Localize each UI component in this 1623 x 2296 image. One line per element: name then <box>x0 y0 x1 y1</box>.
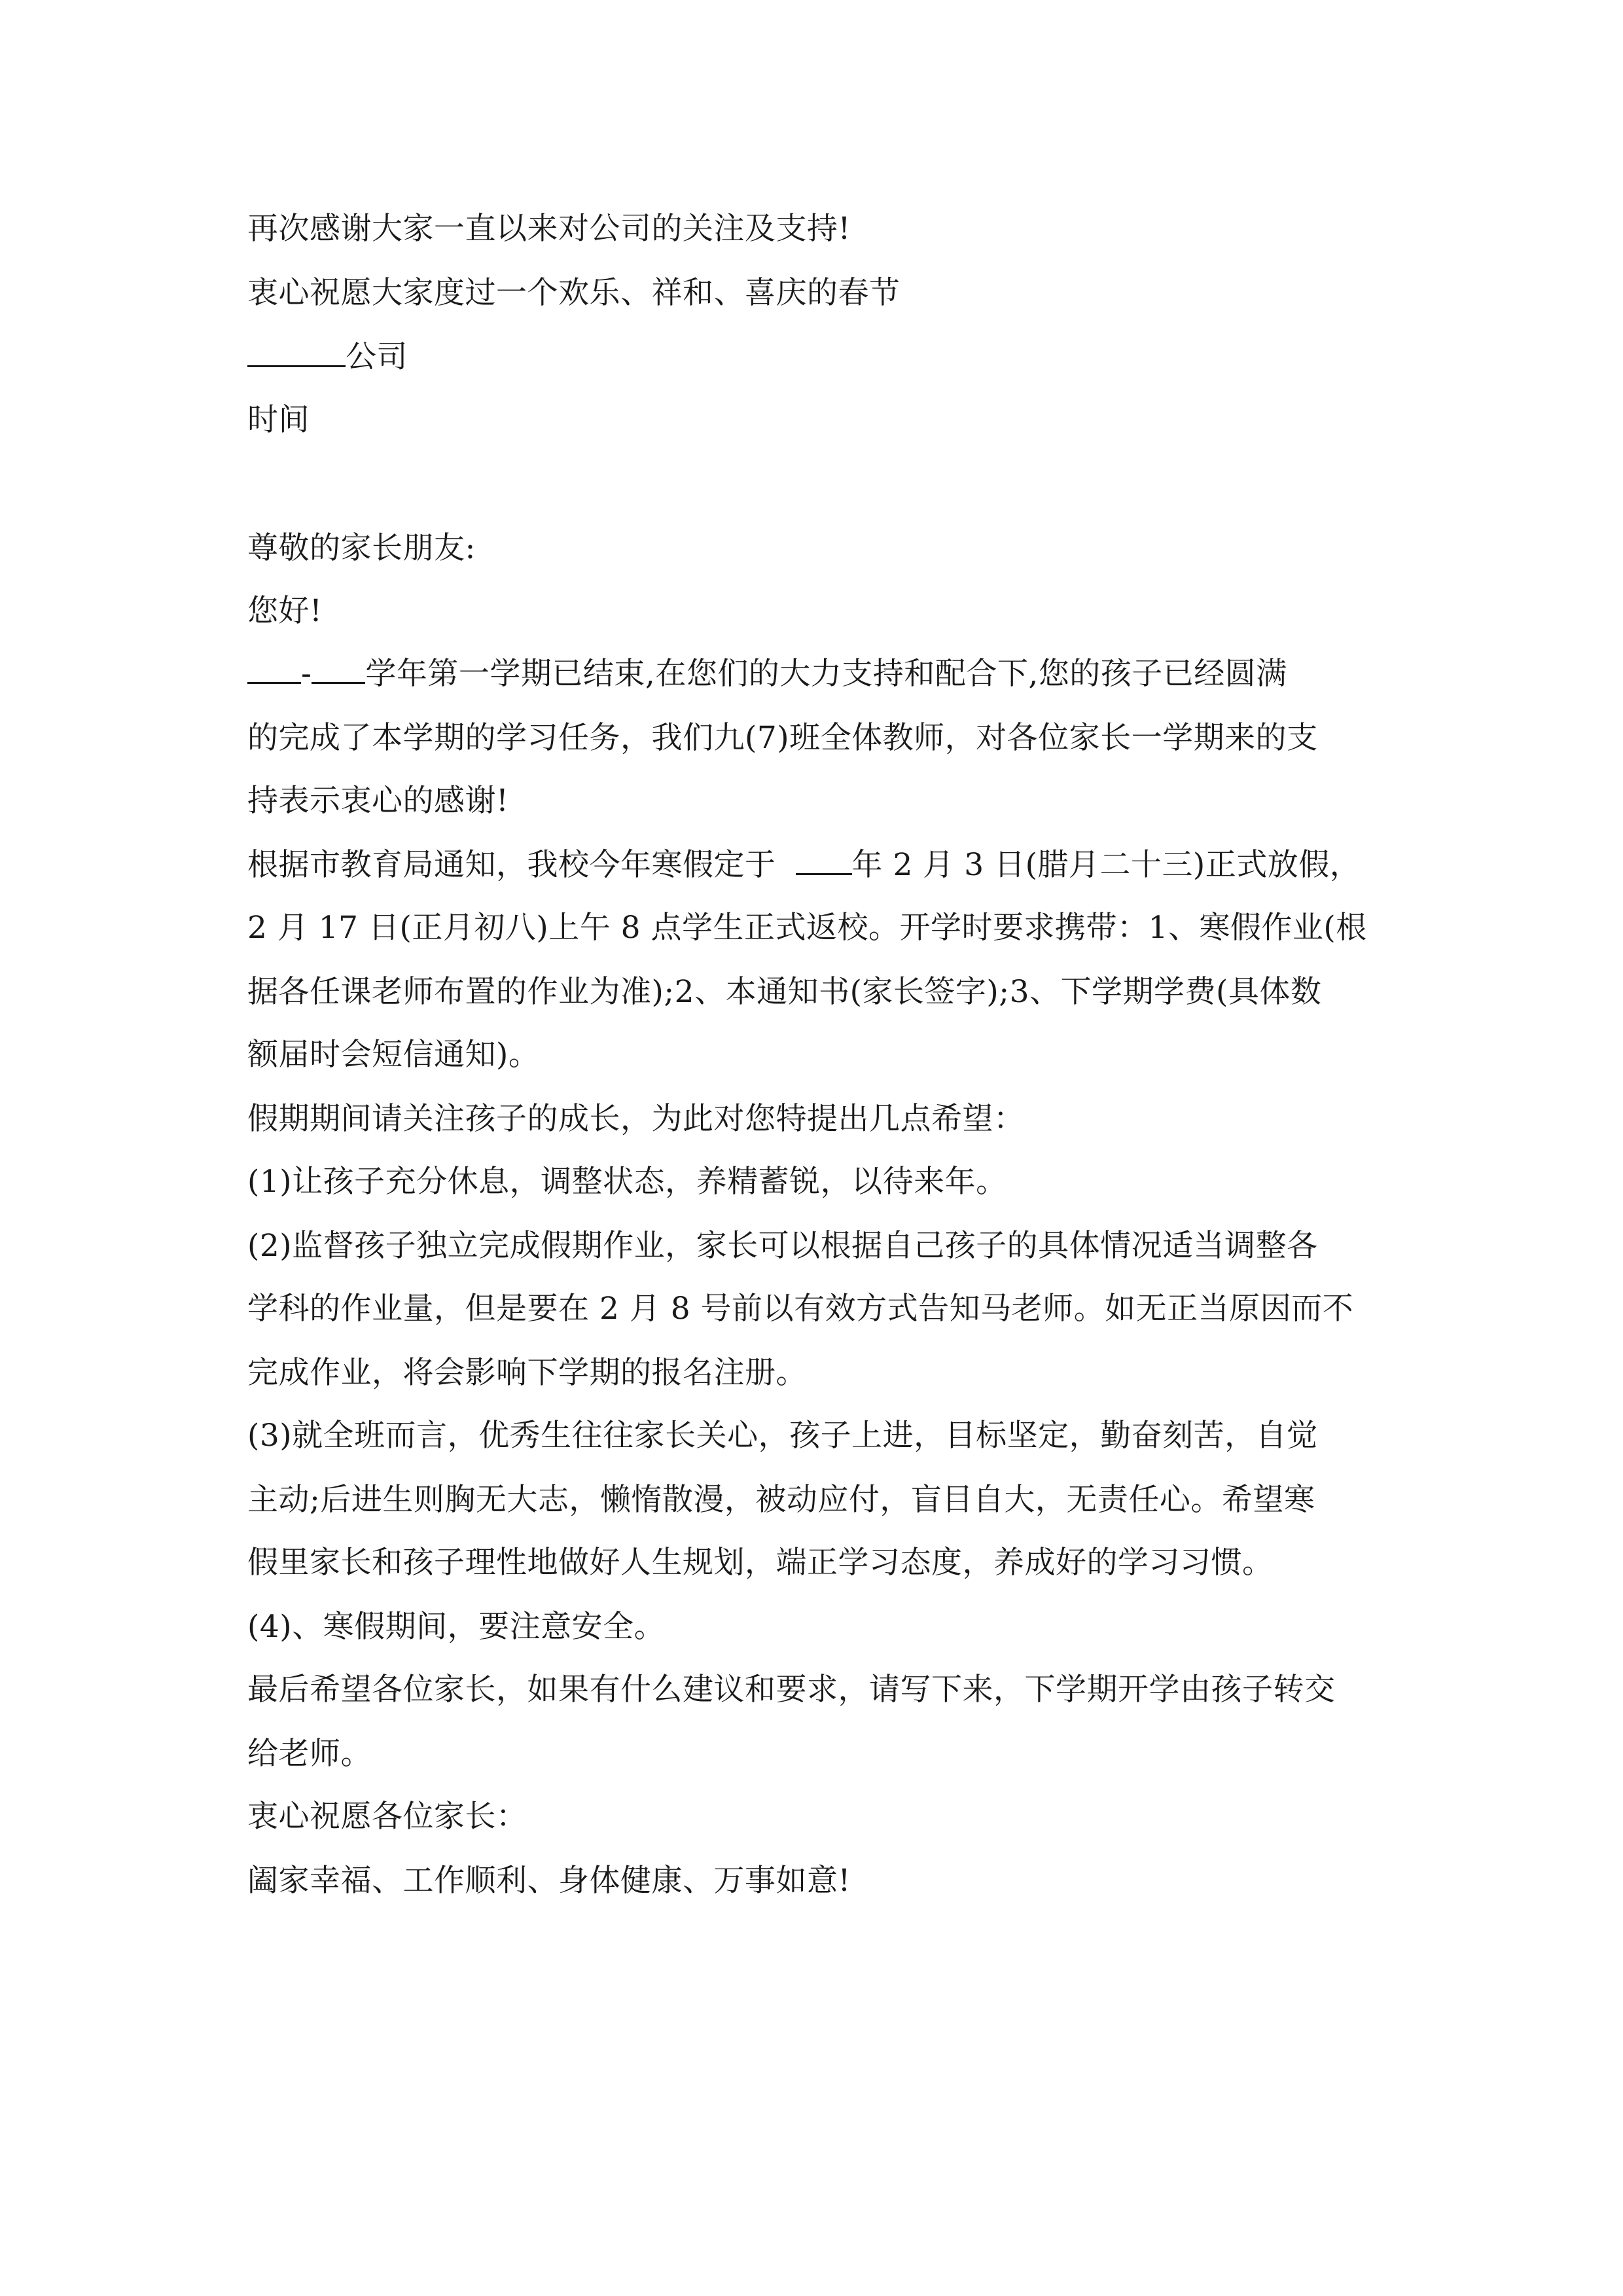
year-dash: - <box>301 656 312 692</box>
paragraph-2-text-pre: 根据市教育局通知，我校今年寒假定于 <box>247 847 776 883</box>
hope-3-line-1: (3)就全班而言，优秀生往往家长关心，孩子上进，目标坚定，勤奋刻苦，自觉 <box>247 1418 1318 1454</box>
wishes-line: 衷心祝愿大家度过一个欢乐、祥和、喜庆的春节 <box>247 275 901 311</box>
paragraph-1-text: 学年第一学期已结束,在您们的大力支持和配合下,您的孩子已经圆满 <box>365 656 1287 692</box>
greeting: 您好! <box>247 593 323 629</box>
company-signature <box>247 336 1412 378</box>
paragraph-2-line-1 <box>247 844 1412 886</box>
closing-line-2: 给老师。 <box>247 1736 372 1772</box>
paragraph-2-line-3: 据各任课老师布置的作业为准);2、本通知书(家长签字);3、下学期学费(具体数 <box>247 974 1322 1010</box>
year-start-blank <box>247 653 301 684</box>
company-suffix: 公司 <box>346 339 408 375</box>
hope-2-line-3: 完成作业，将会影响下学期的报名注册。 <box>247 1355 807 1391</box>
hopes-intro: 假期期间请关注孩子的成长，为此对您特提出几点希望： <box>247 1101 1025 1137</box>
year-end-blank <box>312 653 365 684</box>
paragraph-2-line-2: 2 月 17 日(正月初八)上午 8 点学生正式返校。开学时要求携带：1、寒假作业(根 <box>247 910 1367 946</box>
paragraph-2-text-post: 年 2 月 3 日(腊月二十三)正式放假， <box>851 847 1361 883</box>
hope-3-line-2: 主动;后进生则胸无大志，懒惰散漫，被动应付，盲目自大，无责任心。希望寒 <box>247 1482 1315 1518</box>
paragraph-1-line-2: 的完成了本学期的学习任务，我们九(7)班全体教师，对各位家长一学期来的支 <box>247 720 1318 756</box>
wish-intro: 衷心祝愿各位家长： <box>247 1799 527 1835</box>
hope-1: (1)让孩子充分休息，调整状态，养精蓄锐，以待来年。 <box>247 1164 1007 1200</box>
company-name-blank <box>247 336 346 367</box>
paragraph-1-line-3: 持表示衷心的感谢! <box>247 783 509 819</box>
hope-4: (4)、寒假期间，要注意安全。 <box>247 1609 666 1645</box>
paragraph-1-line-1 <box>247 653 1412 695</box>
time-label: 时间 <box>247 402 310 438</box>
hope-2-line-1: (2)监督孩子独立完成假期作业，家长可以根据自己孩子的具体情况适当调整各 <box>247 1228 1318 1264</box>
thanks-line: 再次感谢大家一直以来对公司的关注及支持! <box>247 211 851 247</box>
salutation: 尊敬的家长朋友: <box>247 530 476 566</box>
closing-line-1: 最后希望各位家长，如果有什么建议和要求，请写下来，下学期开学由孩子转交 <box>247 1672 1336 1708</box>
hope-3-line-3: 假里家长和孩子理性地做好人生规划，端正学习态度，养成好的学习习惯。 <box>247 1545 1274 1581</box>
paragraph-2-line-4: 额届时会短信通知)。 <box>247 1037 540 1073</box>
holiday-year-blank <box>796 844 852 875</box>
hope-2-line-2: 学科的作业量，但是要在 2 月 8 号前以有效方式告知马老师。如无正当原因而不 <box>247 1291 1354 1327</box>
final-wish: 阖家幸福、工作顺利、身体健康、万事如意! <box>247 1863 851 1899</box>
